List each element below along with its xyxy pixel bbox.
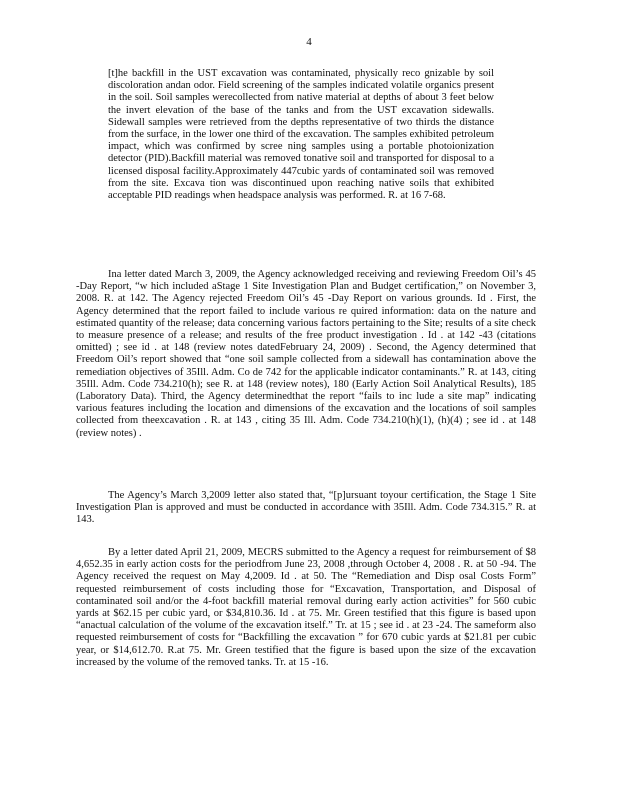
- block-quote: [108, 68, 494, 202]
- block-quote-text: [t]he backfill in the UST excavation was contaminated, physically reco gnizable by soil discoloration andan odor. Field screening of the samples indicated volatile organics present in the soil. Soil samples werecollected from native material at depths of about 3 feet below the invert elevation of the base of the tanks and from the UST excavation sidewalls. Sidewall samples were retrieved from the depths representative of two thirds the distance from the surface, in the lower one third of the excavation. The samples exhibited petroleum impact, which was confirmed by scree ning samples using a portable photoionization detector (PID).Backfill material was removed tonative soil and transported for disposal to a licensed disposal facility.Approximately 447cubic yards of contaminated soil was removed from the site. Excava tion was discontinued upon reaching native soils that exhibited acceptable PID readings when headspace analysis was performed. R. at 16 7-68.: [108, 68, 494, 202]
- paragraph-text: The Agency’s March 3,2009 letter also stated that, “[p]ursuant toyour certification, the Stage 1 Site Investigation Plan is approved and must be conducted in accordance with 35Ill. Adm. Code 734.315.” R. at 143.: [76, 490, 536, 526]
- paragraph-text: By a letter dated April 21, 2009, MECRS submitted to the Agency a request for reimbursement of $8 4,652.35 in early action costs for the periodfrom June 23, 2008 ,through October 4, 2008 . R. at 50 -94. The Agency received the request on May 4,2009. Id . at 50. The “Remediation and Disp osal Costs Form” requested reimbursement of costs including those for “Excavation, Transportation, and Disposal of contaminated soil and/or the 4-foot backfill material removal during early action activities” for 560 cubic yards at $62.15 per cubic yard, or $34,810.36. Id . at 75. Mr. Green testified that this figure is based upon “anactual calculation of the volume of the excavation itself.” Tr. at 15 ; see id . at 23 -24. The sameform also requested reimbursement of costs for “Backfilling the excavation ” for 670 cubic yards at $21.81 per cubic year, or $14,612.70. R.at 75. Mr. Green testified that the figure is based upon the size of the excavation increased by the volume of the removed tanks. Tr. at 15 -16.: [76, 547, 536, 668]
- paragraph-agency-letter: [76, 269, 536, 440]
- paragraph-approval: [76, 490, 536, 527]
- paragraph-reimbursement: [76, 547, 536, 669]
- page-number: 4: [306, 36, 312, 48]
- paragraph-text: Ina letter dated March 3, 2009, the Agency acknowledged receiving and reviewing Freedom Oil’s 45 -Day Report, “w hich included aStage 1 Site Investigation Plan and Budget certification,” on November 3, 2008. R. at 142. The Agency rejected Freedom Oil’s 45 -Day Report on various grounds. Id . First, the Agency determined that the report failed to include various re quired information: data on the nature and estimated quantity of the release; data concerning various factors pertaining to the Site; results of a site check to measure presence of a release; and results of the free product investigation . Id . at 142 -43 (citations omitted) ; see id . at 148 (review notes datedFebruary 24, 2009) . Second, the Agency determined that Freedom Oil’s report showed that “one soil sample collected from a sidewall has contamination above the remediation objectives of 35Ill. Adm. Co de 742 for the applicable indicator contaminants.” R. at 143, citing 35Ill. Adm. Code 734.210(h); see R. at 148 (review notes), 180 (Early Action Soil Analytical Results), 185 (Laboratory Data). Third, the Agency determinedthat the report “fails to inc lude a site map” indicating various features including the location and dimensions of the excavation and the locations of soil samples collected from theexcavation . R. at 143 , citing 35 Ill. Adm. Code 734.210(h)(1), (h)(4) ; see id . at 148 (review notes) .: [76, 269, 536, 439]
